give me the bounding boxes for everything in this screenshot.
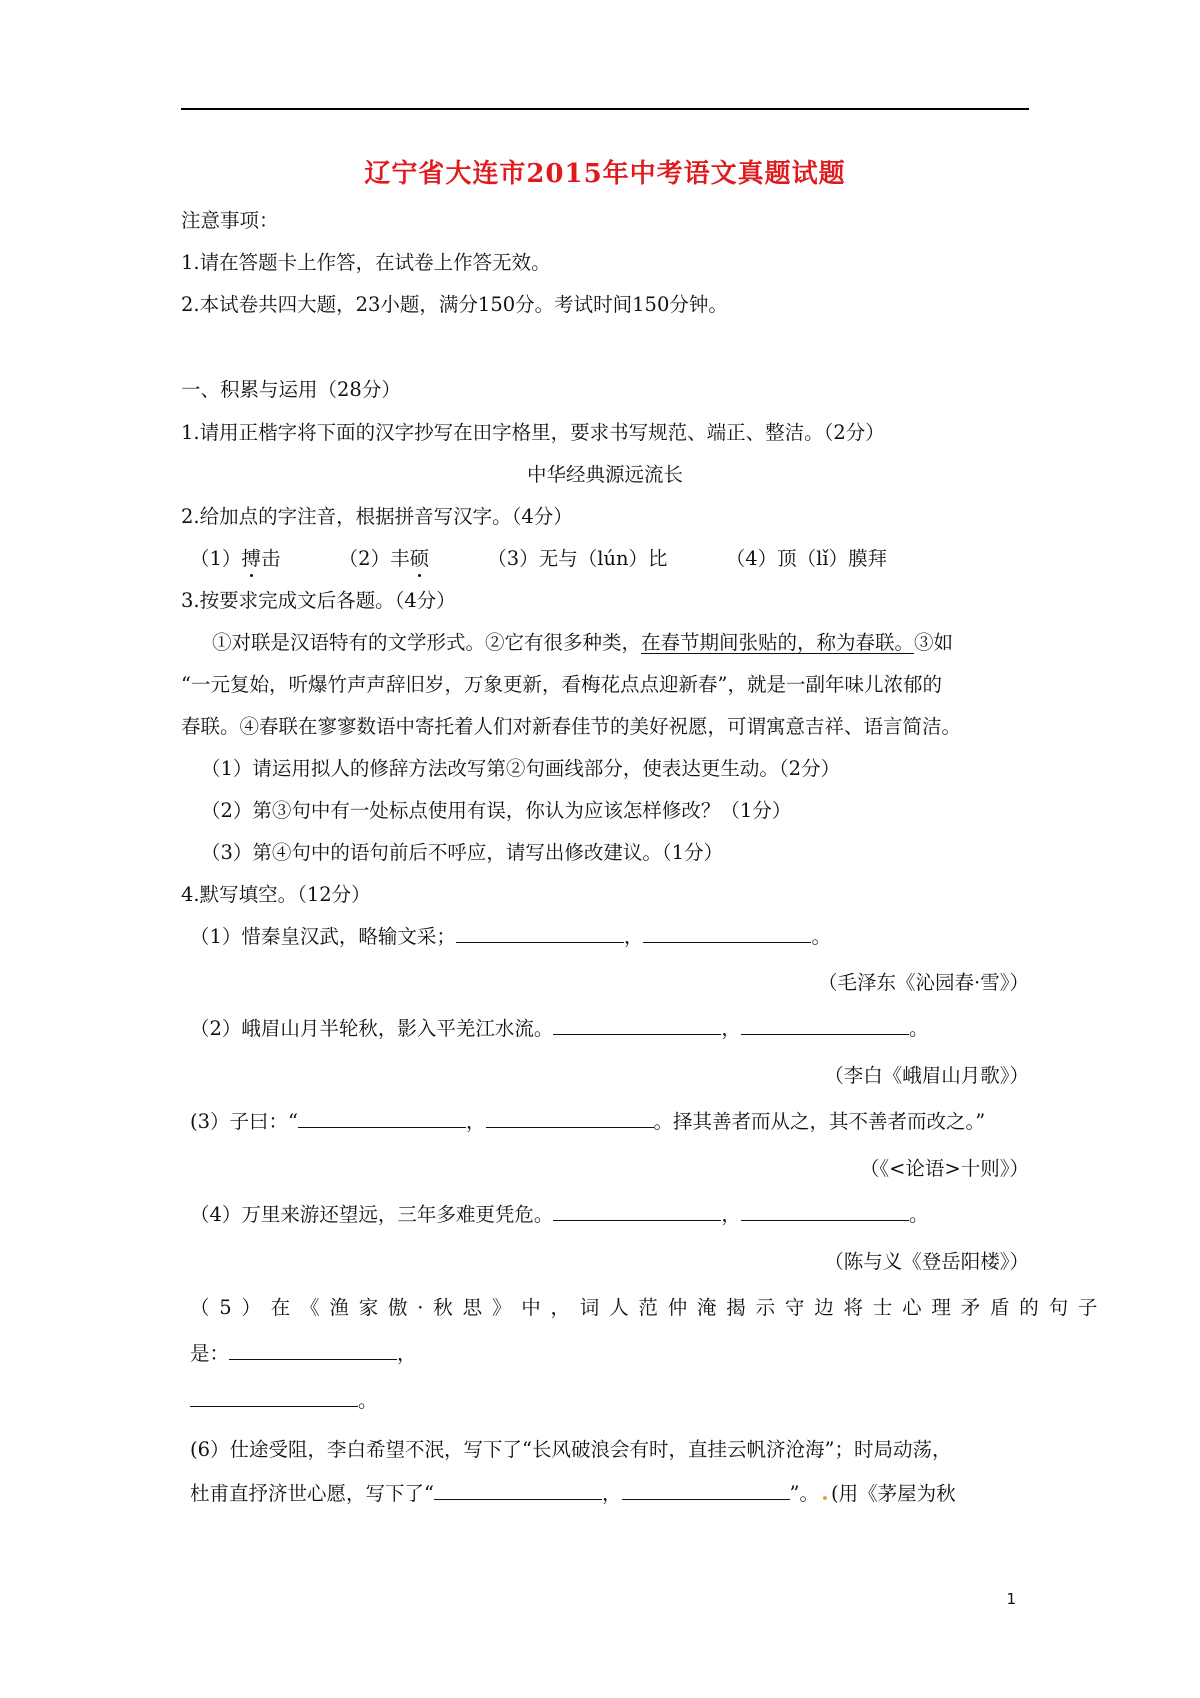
- section-1-heading: 一、积累与运用（28分）: [181, 378, 401, 401]
- notice-item-2: 2.本试卷共四大题，23小题，满分150分。考试时间150分钟。: [181, 293, 728, 316]
- answer-blank[interactable]: [622, 1481, 790, 1500]
- q2-option-1: （1）搏击: [190, 547, 281, 570]
- q4-item-1: （1）惜秦皇汉武，略输文采； ， 。: [190, 925, 831, 948]
- dotted-char: 搏: [241, 547, 261, 570]
- q4-item-2: （2）峨眉山月半轮秋，影入平羌江水流。 ， 。: [190, 1017, 929, 1040]
- question-2-stem: 2.给加点的字注音，根据拼音写汉字。（4分）: [181, 505, 573, 528]
- answer-blank[interactable]: [298, 1109, 466, 1128]
- q4-item-3-source: （《<论语>十则》）: [859, 1157, 1029, 1180]
- q4-item-2-source: （李白《峨眉山月歌》）: [824, 1064, 1029, 1087]
- q4-item-4-source: （陈与义《登岳阳楼》）: [824, 1250, 1029, 1273]
- q3-sub-2: （2）第③句中有一处标点使用有误，你认为应该怎样修改？（1分）: [201, 799, 792, 822]
- question-2-options: [190, 543, 887, 571]
- answer-blank[interactable]: [643, 924, 811, 943]
- notice-heading: 注意事项：: [181, 209, 279, 232]
- answer-blank[interactable]: [456, 924, 624, 943]
- q3-sub-1: （1）请运用拟人的修辞方法改写第②句画线部分，使表达更生动。（2分）: [201, 757, 841, 780]
- q4-item-5-line-1: （5）在《渔家傲·秋思》中，词人范仲淹揭示守边将士心理矛盾的句子: [190, 1296, 1108, 1319]
- question-1-copy-text: 中华经典源远流长: [526, 463, 683, 486]
- q3-passage-line-1: ①对联是汉语特有的文学形式。②它有很多种类，在春节期间张贴的，称为春联。③如: [212, 631, 954, 654]
- answer-blank[interactable]: [741, 1016, 909, 1035]
- page-number: 1: [1006, 1590, 1016, 1608]
- answer-blank[interactable]: [229, 1341, 397, 1360]
- q4-item-5-line-2: 是： ，: [190, 1342, 417, 1365]
- answer-blank[interactable]: [190, 1388, 358, 1407]
- q4-item-3: (3）子曰：“ ， 。择其善者而从之，其不善者而改之。”: [190, 1110, 986, 1133]
- answer-blank[interactable]: [553, 1202, 721, 1221]
- header-rule: [181, 108, 1029, 110]
- question-3-stem: 3.按要求完成文后各题。（4分）: [181, 589, 456, 612]
- q3-passage-line-2: “一元复始，听爆竹声声辞旧岁，万象更新，看梅花点点迎新春”，就是一副年味儿浓郁的: [181, 673, 942, 696]
- answer-blank[interactable]: [434, 1481, 602, 1500]
- underlined-sentence: 在春节期间张贴的，称为春联。: [641, 631, 915, 654]
- answer-blank[interactable]: [741, 1202, 909, 1221]
- question-4-stem: 4.默写填空。（12分）: [181, 883, 371, 906]
- orange-dot-mark: [823, 1496, 827, 1500]
- answer-blank[interactable]: [553, 1016, 721, 1035]
- notice-item-1: 1.请在答题卡上作答，在试卷上作答无效。: [181, 251, 551, 274]
- dotted-char: 硕: [409, 547, 430, 570]
- q2-option-3: （3）无与（lún）比: [487, 547, 668, 570]
- q4-item-6-line-1: (6）仕途受阻，李白希望不泯，写下了“长风破浪会有时，直挂云帆济沧海”；时局动荡，: [190, 1438, 952, 1461]
- q4-item-5-line-3: 。: [190, 1385, 378, 1413]
- q4-item-6-line-2: 杜甫直抒济世心愿，写下了“ ， ”。 (用《茅屋为秋: [190, 1482, 956, 1505]
- q2-option-4: （4）顶（lǐ）膜拜: [725, 547, 888, 570]
- question-1-stem: 1.请用正楷字将下面的汉字抄写在田字格里，要求书写规范、端正、整洁。（2分）: [181, 421, 885, 444]
- q2-option-2: （2）丰硕: [338, 547, 430, 570]
- q4-item-4: （4）万里来游还望远，三年多难更凭危。 ， 。: [190, 1203, 929, 1226]
- answer-blank[interactable]: [486, 1109, 654, 1128]
- q4-item-1-source: （毛泽东《沁园春·雪》）: [818, 971, 1029, 994]
- q3-passage-line-3: 春联。④春联在寥寥数语中寄托着人们对新春佳节的美好祝愿，可谓寓意吉祥、语言简洁。: [181, 715, 962, 738]
- q3-sub-3: （3）第④句中的语句前后不呼应，请写出修改建议。（1分）: [201, 841, 724, 864]
- exam-title: 辽宁省大连市2015年中考语文真题试题: [364, 159, 846, 189]
